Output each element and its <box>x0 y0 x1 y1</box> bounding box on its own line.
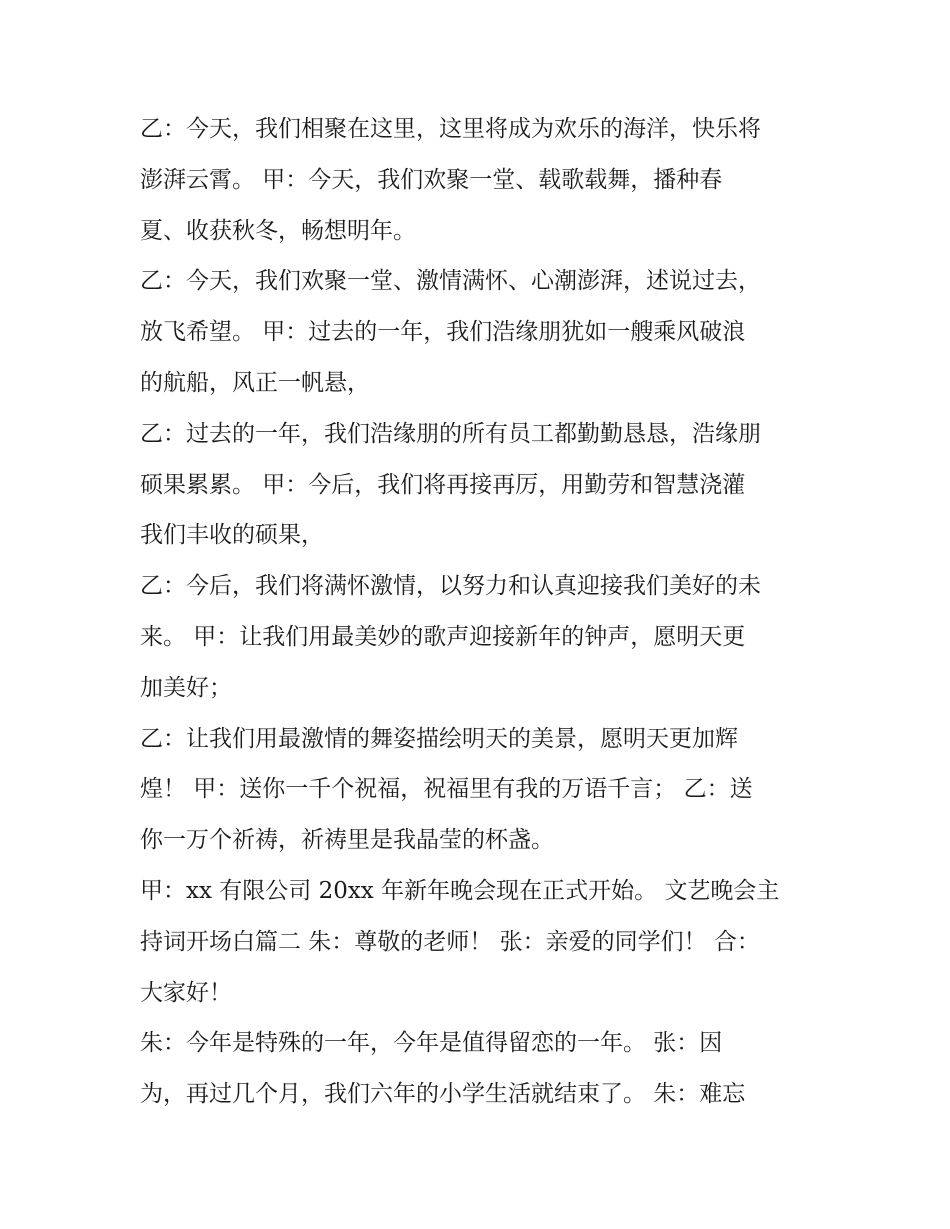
text-line: 大家好！ <box>140 979 232 1006</box>
text-line: 朱：今年是特殊的一年，今年是值得留恋的一年。 张：因 <box>140 1030 723 1057</box>
text-line: 加美好； <box>140 674 232 701</box>
text-line: 的航船，风正一帆悬， <box>140 369 370 396</box>
text-line: 我们丰收的硕果， <box>140 522 324 549</box>
text-line: 你一万个祈祷，祈祷里是我晶莹的杯盏。 <box>140 827 554 854</box>
text-line: 澎湃云霄。 甲：今天，我们欢聚一堂、载歌载舞，播种春 <box>140 166 723 193</box>
body-text <box>140 104 830 1120</box>
text-line: 夏、收获秋冬，畅想明年。 <box>140 217 416 244</box>
text-line: 为，再过几个月，我们六年的小学生活就结束了。 朱：难忘 <box>140 1081 746 1108</box>
text-line: 放飞希望。 甲：过去的一年，我们浩缘朋犹如一艘乘风破浪 <box>140 319 746 346</box>
text-line: 煌！ 甲：送你一千个祝福，祝福里有我的万语千言； 乙：送 <box>140 776 753 803</box>
text-line: 乙：今后，我们将满怀激情，以努力和认真迎接我们美好的未 <box>140 573 761 600</box>
text-line: 乙：过去的一年，我们浩缘朋的所有员工都勤勤恳恳，浩缘朋 <box>140 420 761 447</box>
text-line: 甲：xx 有限公司 20xx 年新年晚会现在正式开始。 文艺晚会主 <box>140 877 780 904</box>
text-line: 来。 甲：让我们用最美妙的歌声迎接新年的钟声，愿明天更 <box>140 623 746 650</box>
text-line: 乙：今天，我们相聚在这里，这里将成为欢乐的海洋，快乐将 <box>140 116 761 142</box>
text-line: 持词开场白篇二 朱：尊敬的老师！ 张：亲爱的同学们！ 合： <box>140 928 760 955</box>
text-line: 硕果累累。 甲：今后，我们将再接再厉，用勤劳和智慧浇灌 <box>140 471 746 498</box>
text-line: 乙：让我们用最激情的舞姿描绘明天的美景，愿明天更加辉 <box>140 725 738 752</box>
text-line: 乙：今天，我们欢聚一堂、激情满怀、心潮澎湃，述说过去， <box>140 268 761 295</box>
